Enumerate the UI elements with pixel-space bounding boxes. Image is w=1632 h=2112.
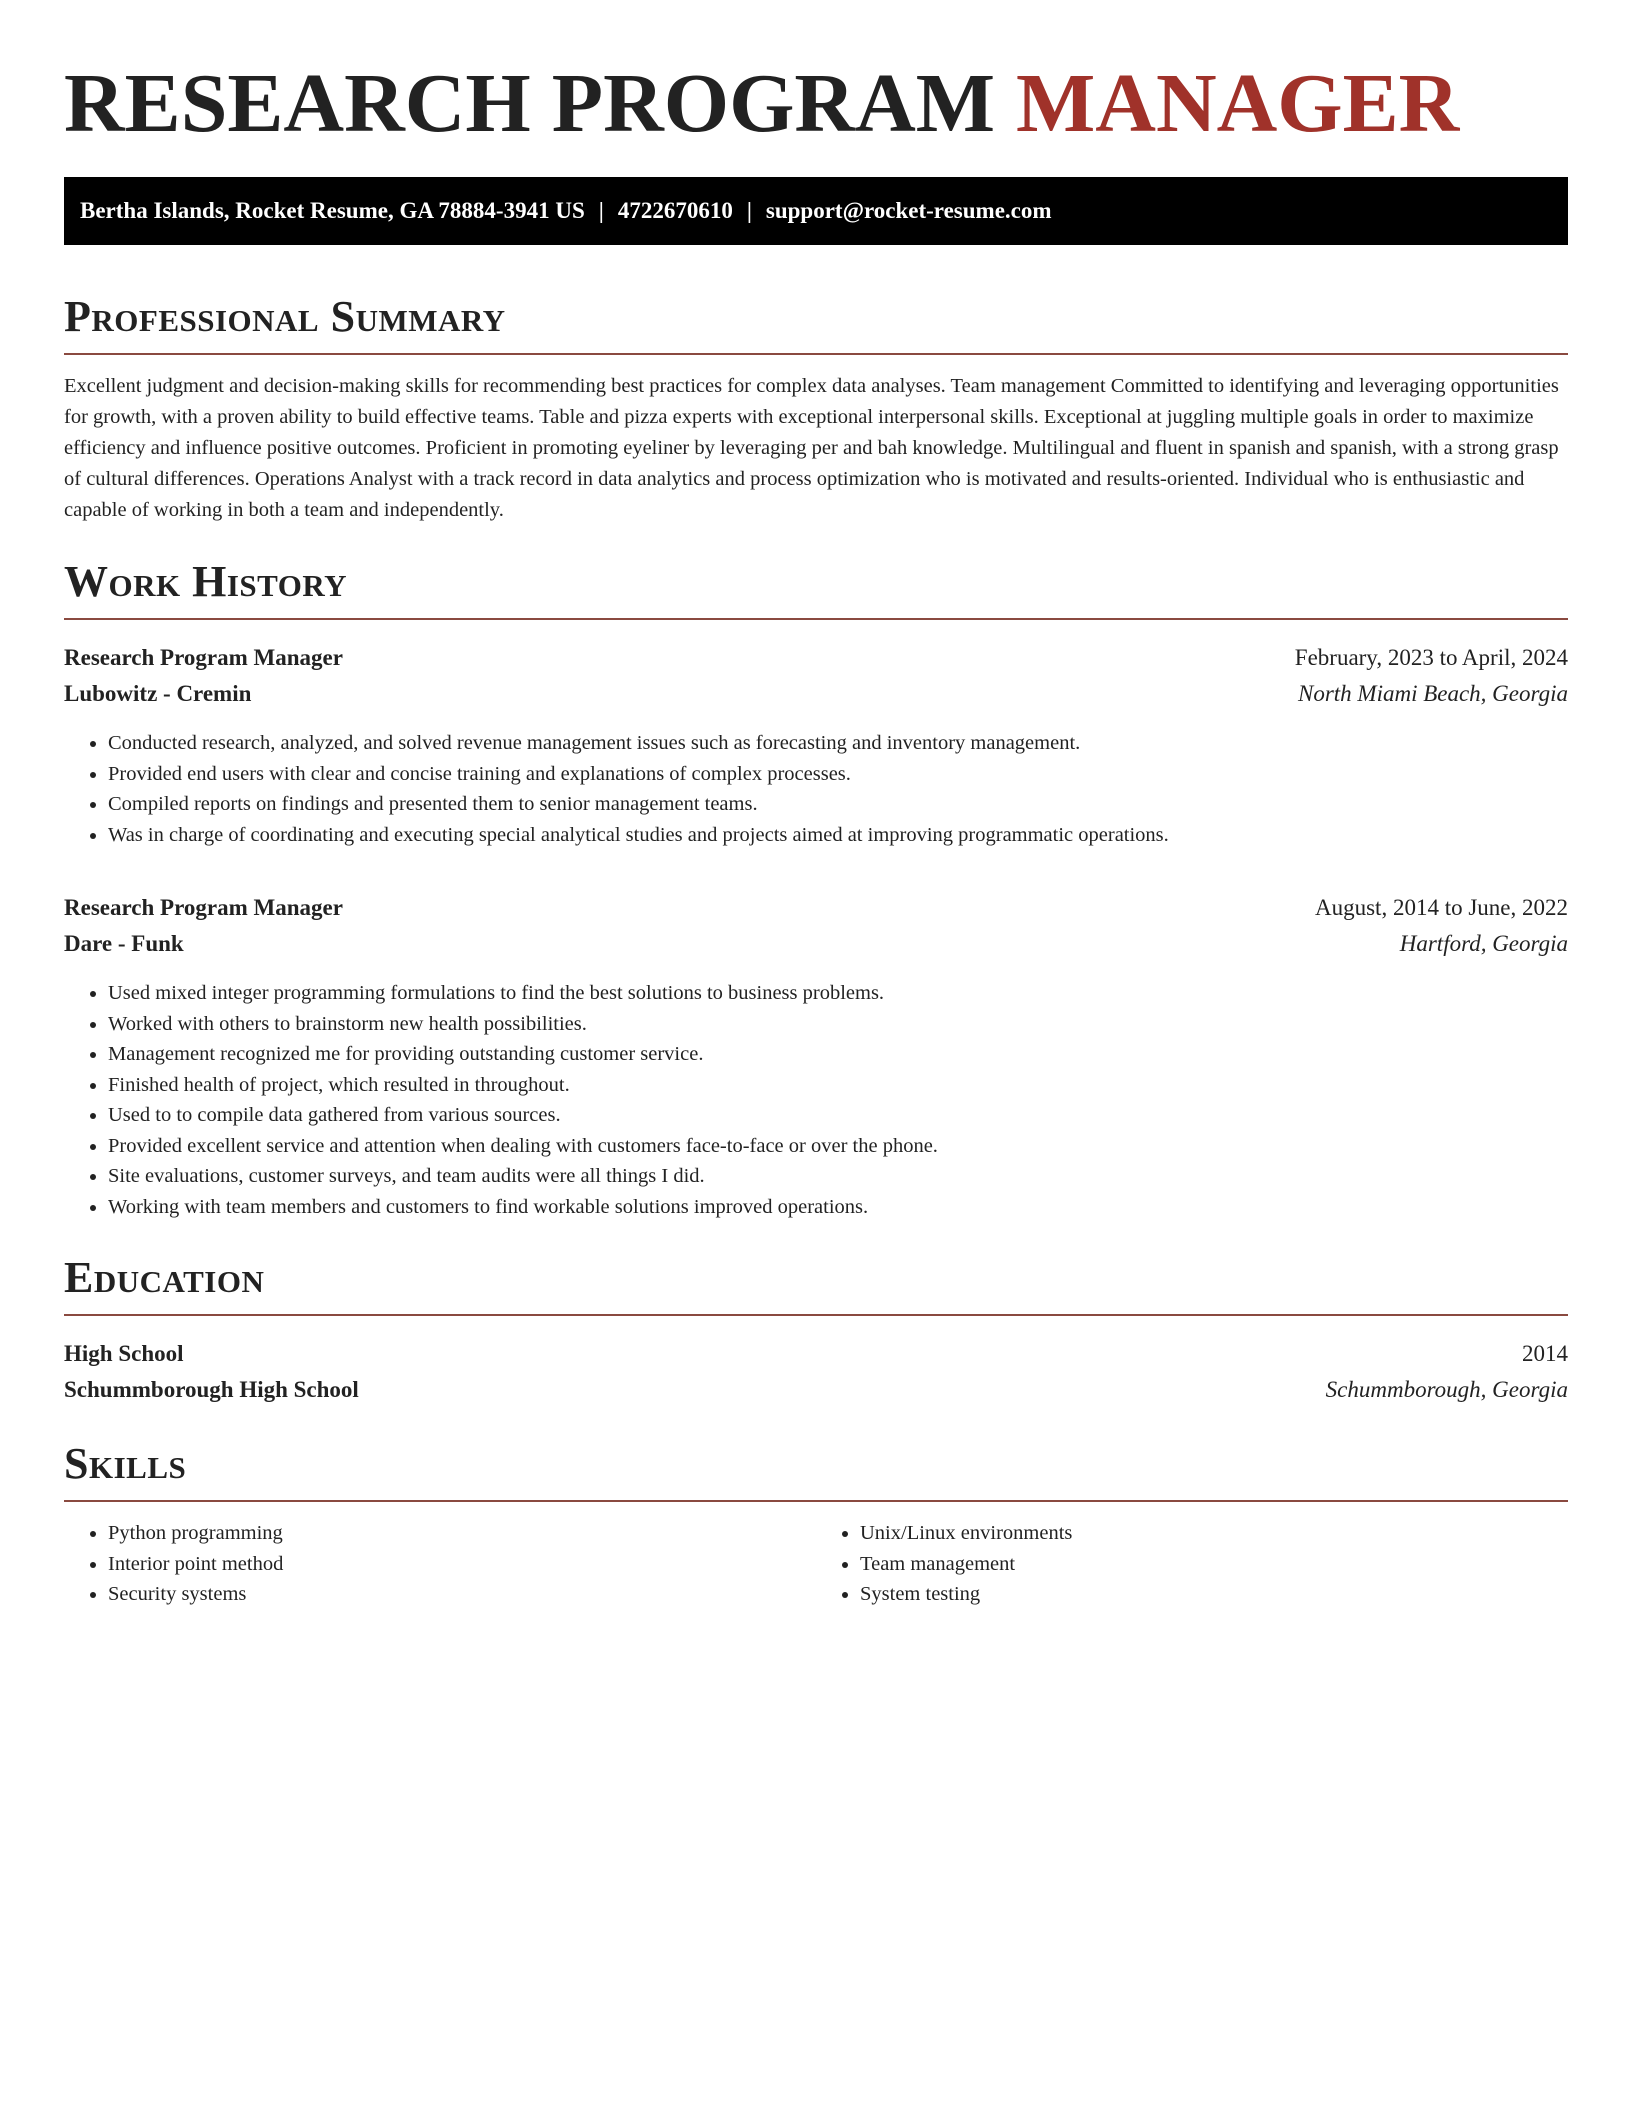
title-accent: MANAGER [1016,57,1460,150]
job-company-row [64,676,1568,712]
skills-right-column [816,1518,1568,1610]
job-location: Hartford, Georgia [1399,931,1568,956]
skills-heading: Skills [64,1439,187,1488]
section-divider [64,618,1568,620]
job-bullets [64,978,1568,1222]
education-heading: Education [64,1253,265,1302]
list-item: • Management recognized me for providing outstanding customer service. [108,1039,1568,1070]
list-item: • Used to to compile data gathered from various sources. [108,1100,1568,1131]
education-school: Schummborough High School [64,1377,359,1402]
job-dates: August, 2014 to June, 2022 [1315,895,1568,920]
education-header-row [64,1336,1568,1372]
list-item: • Was in charge of coordinating and executing special analytical studies and projects aimed at improving programmatic operations. [108,820,1568,851]
job-header-row [64,890,1568,926]
skills-columns [64,1518,1568,1610]
education-location: Schummborough, Georgia [1325,1377,1568,1402]
education-school-row [64,1372,1568,1408]
list-item: • Provided excellent service and attention when dealing with customers face-to-face or over the phone. [108,1131,1568,1162]
list-item: • Provided end users with clear and concise training and explanations of complex processes. [108,759,1568,790]
skill-item: • Interior point method [108,1549,816,1580]
skill-item: • Team management [860,1549,1568,1580]
skills-left-column [64,1518,816,1610]
skill-item: • Python programming [108,1518,816,1549]
resume-title [64,0,1568,152]
summary-text: Excellent judgment and decision-making skills for recommending best practices for complex data analyses. Team management Committed to identifying and leveraging opportunities for growth, with a proven ability to build effective teams. Table and pizza experts with exceptional interpersonal skills. Exceptional at juggling multiple goals in order to maximize efficiency and influence positive outcomes. Proficient in promoting eyeliner by leveraging per and bah knowledge. Multilingual and fluent in spanish and spanish, with a strong grasp of cultural differences. Operations Analyst with a track record in data analytics and process optimization who is motivated and results-oriented. Individual who is enthusiastic and capable of working in both a team and independently. [64,375,1559,521]
title-main: RESEARCH PROGRAM [64,57,996,150]
job-company-row [64,926,1568,962]
education-entry [64,1336,1568,1408]
job-title: Research Program Manager [64,645,343,670]
section-divider [64,353,1568,355]
list-item: • Working with team members and customers to find workable solutions improved operations. [108,1192,1568,1223]
summary-heading: Professional Summary [64,292,506,341]
job-company: Dare - Funk [64,931,184,956]
education-degree: High School [64,1341,184,1366]
list-item: • Site evaluations, customer surveys, and team audits were all things I did. [108,1161,1568,1192]
skill-item: • Unix/Linux environments [860,1518,1568,1549]
skill-item: • System testing [860,1579,1568,1610]
list-item: • Used mixed integer programming formulations to find the best solutions to business problems. [108,978,1568,1009]
contact-bar [64,177,1568,245]
job-company: Lubowitz - Cremin [64,681,252,706]
section-divider [64,1314,1568,1316]
job-header-row [64,640,1568,676]
job-entry [64,640,1568,850]
contact-separator: | [746,198,752,223]
contact-address: Bertha Islands, Rocket Resume, GA 78884-3941 US [80,198,585,223]
list-item: • Finished health of project, which resulted in throughout. [108,1070,1568,1101]
job-bullets [64,728,1568,850]
skill-item: • Security systems [108,1579,816,1610]
job-title: Research Program Manager [64,895,343,920]
job-location: North Miami Beach, Georgia [1297,681,1568,706]
contact-separator: | [598,198,604,223]
job-dates: February, 2023 to April, 2024 [1294,645,1568,670]
contact-phone: 4722670610 [617,198,733,223]
section-divider [64,1500,1568,1502]
job-entry [64,890,1568,1222]
list-item: • Conducted research, analyzed, and solved revenue management issues such as forecasting and inventory management. [108,728,1568,759]
work-history-heading: Work History [64,557,348,606]
list-item: • Compiled reports on findings and presented them to senior management teams. [108,789,1568,820]
contact-email: support@rocket-resume.com [765,198,1052,223]
education-year: 2014 [1522,1341,1568,1366]
list-item: • Worked with others to brainstorm new health possibilities. [108,1009,1568,1040]
